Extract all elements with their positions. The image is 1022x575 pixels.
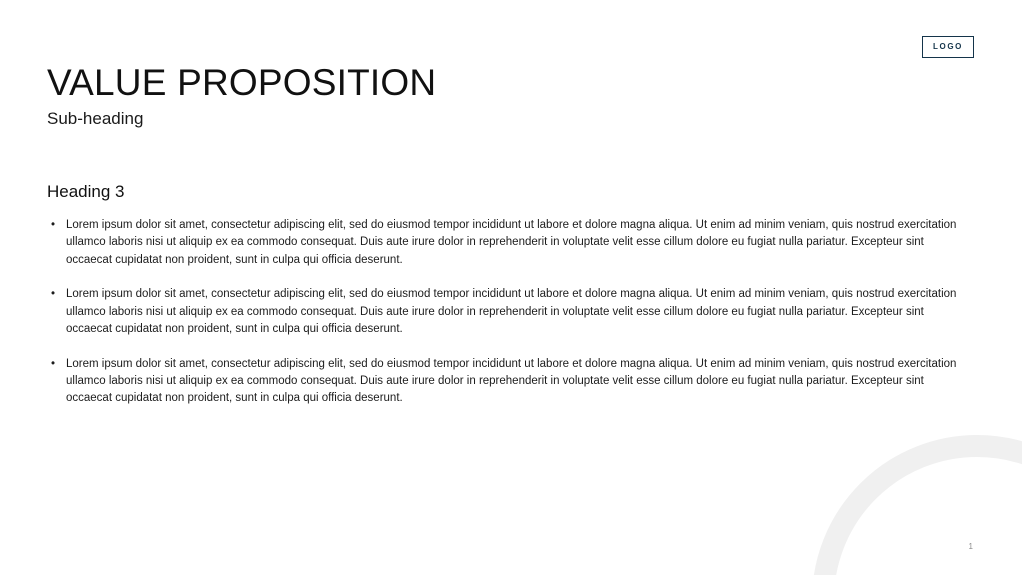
logo-text: LOGO [933, 42, 963, 51]
bullet-list [47, 217, 968, 408]
logo-placeholder [922, 36, 974, 58]
page-number: 1 [968, 542, 973, 551]
slide-content [47, 0, 975, 408]
decorative-arc [812, 435, 1022, 575]
list-item: • Lorem ipsum dolor sit amet, consectetur adipiscing elit, sed do eiusmod tempor incididunt ut labore et dolore magna aliqua. Ut enim ad minim veniam, quis nostrud exercitation ullamco laboris nisi ut aliquip ex ea commodo consequat. Duis aute irure dolor in reprehenderit in voluptate velit esse cillum dolore eu fugiat nulla pariatur. Excepteur sint occaecat cupidatat non proident, sunt in culpa qui officia deserunt. [47, 286, 968, 338]
page-title: VALUE PROPOSITION [47, 62, 437, 103]
list-item: • Lorem ipsum dolor sit amet, consectetur adipiscing elit, sed do eiusmod tempor incididunt ut labore et dolore magna aliqua. Ut enim ad minim veniam, quis nostrud exercitation ullamco laboris nisi ut aliquip ex ea commodo consequat. Duis aute irure dolor in reprehenderit in voluptate velit esse cillum dolore eu fugiat nulla pariatur. Excepteur sint occaecat cupidatat non proident, sunt in culpa qui officia deserunt. [47, 217, 968, 269]
list-item: • Lorem ipsum dolor sit amet, consectetur adipiscing elit, sed do eiusmod tempor incididunt ut labore et dolore magna aliqua. Ut enim ad minim veniam, quis nostrud exercitation ullamco laboris nisi ut aliquip ex ea commodo consequat. Duis aute irure dolor in reprehenderit in voluptate velit esse cillum dolore eu fugiat nulla pariatur. Excepteur sint occaecat cupidatat non proident, sunt in culpa qui officia deserunt. [47, 356, 968, 408]
section-heading: Heading 3 [47, 182, 125, 202]
page-subtitle: Sub-heading [47, 108, 144, 128]
